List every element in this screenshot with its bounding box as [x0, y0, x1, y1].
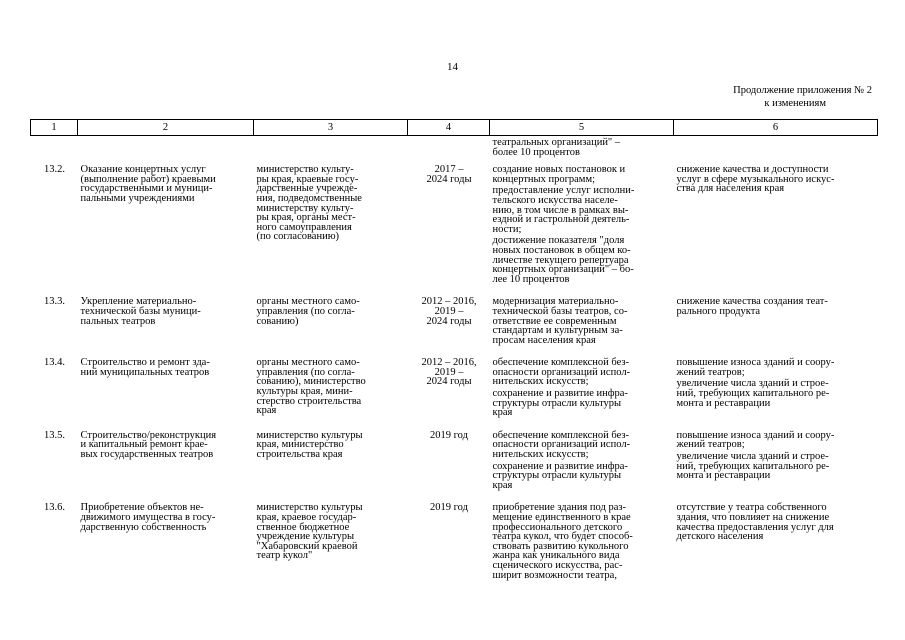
executor-cell: [254, 495, 408, 585]
text-line: сованию), министерство: [256, 376, 366, 388]
text-line: 2017 –: [434, 164, 464, 176]
text-line: нию, в том числе в рамках вы-: [492, 204, 629, 216]
text-line: рального продукта: [676, 305, 761, 317]
consequence-entry: [677, 297, 876, 318]
text-line: концертных программ;: [492, 173, 596, 185]
text-line: края: [256, 405, 277, 417]
text-line: театр кукол": [256, 550, 313, 562]
result-cell: [490, 423, 674, 496]
text-line: сценического искусства, рас-: [492, 559, 623, 571]
result-cell: [490, 157, 674, 289]
column-header: 3: [254, 120, 408, 136]
text-line: органы местного само-: [256, 296, 360, 308]
text-line: технической базы театров, со-: [492, 305, 628, 317]
text-line: обеспечение комплексной без-: [492, 429, 630, 441]
consequence-entry: [677, 452, 876, 483]
text-line: пальными учреждениями: [80, 192, 195, 204]
result-entry: [493, 165, 672, 186]
measure-name: [78, 495, 254, 585]
text-line: сохранение и развитие инфра-: [492, 460, 628, 472]
text-line: вых государственных театров: [80, 449, 214, 461]
text-line: 2019 год: [430, 502, 468, 514]
column-header: 6: [674, 120, 878, 136]
row-number: 13.5.: [44, 429, 65, 441]
text-line: ствовать развитию кукольного: [492, 540, 629, 552]
table-row: [31, 289, 878, 350]
text-line: министерство культу-: [256, 164, 354, 176]
executor-cell: [254, 350, 408, 423]
text-line: обеспечение комплексной без-: [492, 357, 630, 369]
text-line: (по согласованию): [256, 231, 340, 243]
table-row: [31, 423, 878, 496]
text-line: достижение показателя "доля: [492, 235, 625, 247]
result-entry: [493, 503, 672, 582]
text-line: монта и реставрации: [676, 470, 771, 482]
text-line: более 10 процентов: [492, 146, 580, 158]
text-line: стандартам и культурным за-: [492, 325, 623, 337]
text-line: ответствие ее современным: [492, 315, 617, 327]
consequence-cell: [674, 495, 878, 585]
consequence-entry: [677, 431, 876, 452]
text-line: жений театров;: [676, 439, 745, 451]
result-entry: [493, 389, 672, 420]
text-line: 2019 –: [434, 305, 464, 317]
text-line: мещение единственного в крае: [492, 512, 631, 523]
empty-cell: [254, 136, 408, 158]
consequence-cell: [674, 157, 878, 289]
text-line: жанра как уникального вида: [492, 550, 620, 562]
measure-name: [78, 350, 254, 423]
consequence-entry: [677, 165, 876, 196]
measure-name: [78, 289, 254, 350]
consequence-entry: [677, 358, 876, 379]
text-line: министерству культу-: [256, 202, 354, 214]
text-line: ния, подведомственные: [256, 192, 362, 204]
text-line: государственными и муници-: [80, 183, 213, 195]
column-header: 1: [31, 120, 78, 136]
text-line: 2012 – 2016,: [421, 296, 477, 308]
text-line: концертных организаций" – бо-: [492, 264, 634, 276]
result-cell: [490, 289, 674, 350]
text-line: 2024 годы: [426, 173, 472, 185]
table-body: [31, 136, 878, 586]
executor-cell: [254, 423, 408, 496]
result-entry: [493, 297, 672, 347]
result-cell: [490, 350, 674, 423]
period-cell: [408, 157, 490, 289]
measures-table: [30, 119, 878, 585]
text-line: Оказание концертных услуг: [80, 164, 206, 176]
text-line: новых постановок в общем ко-: [492, 244, 631, 256]
executor-cell: [254, 157, 408, 289]
text-line: ний, требующих капитального ре-: [676, 460, 830, 472]
text-line: края: [492, 479, 513, 491]
empty-cell: [674, 136, 878, 158]
text-line: 2024 годы: [426, 315, 472, 327]
measure-name: [78, 423, 254, 496]
text-line: 2019 –: [434, 366, 464, 378]
column-header: 4: [408, 120, 490, 136]
text-line: Приобретение объектов не-: [80, 502, 204, 514]
column-header: 5: [490, 120, 674, 136]
text-line: ездной и гастрольной деятель-: [492, 214, 630, 226]
text-line: лее 10 процентов: [492, 273, 570, 285]
header-row: [31, 120, 878, 136]
page-number: 14: [447, 61, 458, 73]
text-line: театральных организаций" –: [492, 137, 621, 148]
text-line: управления (по согла-: [256, 305, 355, 317]
text-line: повышение износа зданий и соору-: [676, 429, 835, 441]
row-number: 13.2.: [44, 164, 65, 176]
empty-cell: [31, 136, 78, 158]
text-line: движимого имущества в госу-: [80, 512, 216, 523]
text-line: 2024 годы: [426, 376, 472, 388]
result-entry: [493, 358, 672, 389]
continuation-line-1: Продолжение приложения № 2: [733, 85, 872, 96]
text-line: "Хабаровский краевой: [256, 540, 358, 552]
text-line: монта и реставрации: [676, 397, 771, 409]
continuation-line-2: к изменениям: [764, 97, 826, 109]
text-line: строительства края: [256, 449, 343, 461]
text-line: детского населения: [676, 531, 764, 543]
text-line: опасности организаций испол-: [492, 439, 631, 451]
text-line: тельского искусства населе-: [492, 194, 618, 206]
text-line: качества предоставления услуг для: [676, 521, 834, 533]
period-cell: [408, 289, 490, 350]
text-line: дарственную собственность: [80, 521, 207, 533]
text-line: ности;: [492, 223, 522, 235]
text-line: края: [492, 407, 513, 419]
text-line: стерство строительства: [256, 395, 362, 407]
continuation-note: [620, 85, 872, 110]
text-line: увеличение числа зданий и строе-: [676, 378, 829, 390]
text-line: органы местного само-: [256, 357, 360, 369]
text-line: края, министерство: [256, 439, 344, 451]
text-line: снижение качества создания теат-: [676, 296, 828, 308]
text-line: предоставление услуг исполни-: [492, 185, 635, 197]
text-line: и капитальный ремонт крае-: [80, 439, 208, 451]
text-line: приобретение здания под раз-: [492, 502, 627, 514]
text-line: (выполнение работ) краевыми: [80, 173, 216, 185]
row-number: 13.3.: [44, 296, 65, 308]
text-line: Строительство и ремонт зда-: [80, 357, 210, 369]
text-line: нительских искусств;: [492, 376, 589, 388]
text-line: личестве текущего репертуара: [492, 254, 629, 266]
text-line: увеличение числа зданий и строе-: [676, 451, 829, 463]
text-line: жений театров;: [676, 366, 745, 378]
text-line: ний муниципальных театров: [80, 366, 210, 378]
result-entry: [493, 431, 672, 462]
table-row: [31, 350, 878, 423]
text-line: ры края, краевые госу-: [256, 173, 359, 185]
continued-row: [31, 136, 878, 158]
text-line: структуры отрасли культуры: [492, 470, 622, 482]
text-line: модернизация материально-: [492, 296, 619, 308]
empty-cell: [408, 136, 490, 158]
text-line: пальных театров: [80, 315, 156, 327]
text-line: театра кукол, что будет способ-: [492, 531, 633, 543]
text-line: структуры отрасли культуры: [492, 397, 622, 409]
text-line: ширит возможности театра,: [492, 569, 617, 581]
text-line: Укрепление материально-: [80, 296, 197, 308]
text-line: министерство культуры: [256, 429, 363, 441]
period-cell: [408, 350, 490, 423]
text-line: здания, что повлияет на снижение: [676, 512, 830, 523]
text-line: технической базы муници-: [80, 305, 201, 317]
text-line: снижение качества и доступности: [676, 164, 829, 176]
consequence-cell: [674, 289, 878, 350]
period-cell: [408, 495, 490, 585]
result-entry: [493, 462, 672, 493]
text-line: просам населения края: [492, 334, 596, 346]
text-line: повышение износа зданий и соору-: [676, 357, 835, 369]
text-line: опасности организаций испол-: [492, 366, 631, 378]
table-row: [31, 495, 878, 585]
text-line: ства для населения края: [676, 183, 785, 195]
consequence-cell: [674, 423, 878, 496]
text-line: услуг в сфере музыкального искус-: [676, 173, 835, 185]
text-line: Строительство/реконструкция: [80, 429, 217, 441]
column-header: 2: [78, 120, 254, 136]
text-line: ного самоуправления: [256, 221, 352, 233]
text-line: культуры края, мини-: [256, 386, 353, 398]
text-line: ний, требующих капитального ре-: [676, 388, 830, 400]
result-cell: [490, 495, 674, 585]
text-line: профессионального детского: [492, 521, 623, 533]
empty-cell: [78, 136, 254, 158]
text-line: управления (по согла-: [256, 366, 355, 378]
executor-cell: [254, 289, 408, 350]
text-line: министерство культуры: [256, 502, 363, 514]
text-line: дарственные учрежде-: [256, 183, 358, 195]
text-line: сохранение и развитие инфра-: [492, 388, 628, 400]
result-entry: [493, 236, 672, 286]
result-entry: [493, 186, 672, 236]
consequence-entry: [677, 503, 876, 543]
table-row: [31, 157, 878, 289]
text-line: отсутствие у театра собственного: [676, 502, 827, 514]
result-cell: [490, 136, 674, 158]
text-line: ственное бюджетное: [256, 521, 350, 533]
row-number: 13.6.: [44, 502, 65, 514]
text-line: края, краевое государ-: [256, 512, 357, 523]
consequence-cell: [674, 350, 878, 423]
text-line: нительских искусств;: [492, 449, 589, 461]
text-line: сованию): [256, 315, 299, 327]
text-line: ры края, органы мест-: [256, 212, 356, 224]
row-number: 13.4.: [44, 357, 65, 369]
consequence-entry: [677, 379, 876, 410]
text-line: создание новых постановок и: [492, 164, 626, 176]
text-line: 2019 год: [430, 429, 468, 441]
measure-name: [78, 157, 254, 289]
period-cell: [408, 423, 490, 496]
text-line: 2012 – 2016,: [421, 357, 477, 369]
text-line: учреждение культуры: [256, 531, 355, 543]
